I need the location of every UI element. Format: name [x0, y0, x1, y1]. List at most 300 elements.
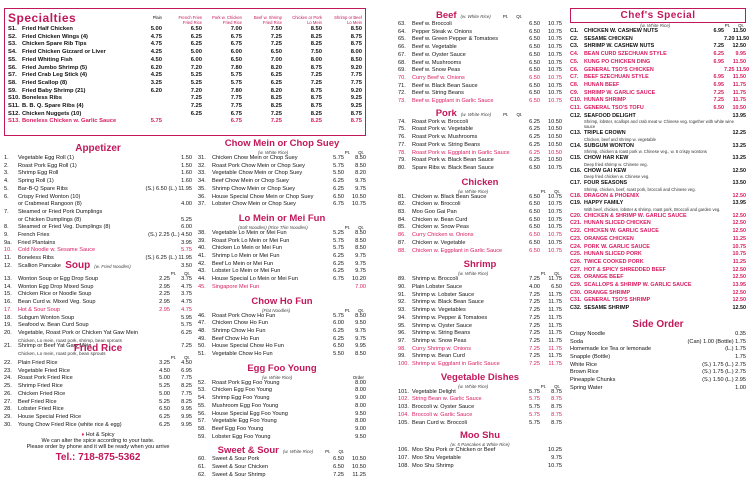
- item-price: 12.50: [732, 297, 746, 304]
- item-number: 28.: [4, 406, 12, 413]
- menu-item: [398, 217, 562, 225]
- item-number: C19.: [570, 200, 582, 207]
- item-price: 10.75: [548, 98, 562, 105]
- menu-item: [8, 111, 362, 119]
- item-name: Soda: [570, 338, 584, 345]
- menu-item: [198, 395, 366, 403]
- item-number: S9.: [8, 87, 17, 94]
- menu-item: [4, 315, 192, 323]
- item-price: 7.25: [181, 343, 192, 350]
- menu-item: [398, 134, 562, 142]
- item-number: 71.: [398, 82, 406, 89]
- item-price: 10.75: [548, 44, 562, 51]
- item-price: 11.75: [548, 299, 562, 306]
- beef-col-pt: Pt.: [502, 14, 509, 19]
- item-price: 4.50: [181, 360, 192, 366]
- item-name: ORANGE BEEF: [584, 274, 624, 281]
- item-name: Roast Pork Chow Ho Fun: [212, 312, 276, 319]
- item-number: 63.: [398, 21, 406, 27]
- menu-item: [398, 248, 562, 256]
- item-number: 5.: [4, 185, 9, 192]
- menu-item: [398, 420, 562, 428]
- item-number: C8.: [570, 81, 579, 88]
- item-number: 62.: [198, 471, 206, 478]
- item-number: S3.: [8, 41, 17, 48]
- item-number: S4.: [8, 49, 17, 56]
- item-price: 8.75: [551, 419, 562, 426]
- item-price: 10.75: [548, 51, 562, 58]
- item-number: C1.: [570, 28, 579, 34]
- item-name: Wonton Soup or Egg Drop Soup: [18, 276, 99, 282]
- order-note: Please order by phone and it will be ready when you arrive: [26, 444, 170, 451]
- item-price: 8.00: [310, 56, 322, 63]
- item-number: 42.: [198, 260, 206, 267]
- menu-item: [8, 88, 362, 96]
- soup-note-2: Chicken, Lo mein, roast pork, bean sprouts: [18, 350, 106, 356]
- beef-list: [398, 21, 562, 106]
- item-price: 6.50: [529, 21, 540, 27]
- item-price: 11.75: [732, 89, 746, 96]
- sweet-sour-list: [198, 456, 366, 479]
- item-number: C21.: [570, 220, 582, 227]
- menu-item: [198, 336, 366, 344]
- item-name: Steamed or Fried Pork Dumplings: [18, 208, 103, 215]
- menu-item: [4, 291, 192, 299]
- item-number: [4, 201, 18, 209]
- item-number: 7.: [4, 208, 9, 215]
- item-number: 70.: [398, 74, 406, 81]
- item-price: 9.50: [355, 433, 366, 440]
- menu-item: [398, 67, 562, 75]
- item-price: (S.) 1.50 (L.) 2.95: [702, 377, 746, 384]
- item-price: 6.00: [333, 320, 344, 327]
- item-price: 11.50: [732, 28, 746, 34]
- appetizer-list: [4, 155, 192, 271]
- specialties-column-header: Pork w. Chicken Fried Rice: [211, 15, 242, 25]
- item-number: 25.: [4, 383, 12, 390]
- item-name: String Bean w. Garlic Sauce: [412, 396, 482, 403]
- item-number: 83.: [398, 209, 406, 216]
- item-name: Lobster Lo Mein or Mei Fun: [212, 268, 281, 275]
- item-price: [122, 95, 162, 103]
- item-number: 34.: [198, 178, 206, 185]
- item-name: Roast Pork Egg Foo Young: [212, 379, 280, 386]
- menu-item: [198, 253, 366, 261]
- item-price: 13.25: [732, 155, 746, 162]
- fried-rice-col-qt: Qt.: [184, 355, 190, 360]
- menu-item: [398, 52, 562, 60]
- menu-item: [4, 322, 192, 330]
- item-price: [702, 259, 724, 267]
- hot-spicy-pepper-icon: ♦: [81, 432, 85, 439]
- soup-note-1: Chicken, Lo mein, roast pork, shrimp, bean sprouts: [18, 337, 122, 343]
- chow-mein-list: [198, 155, 366, 209]
- menu-item: [8, 72, 362, 80]
- item-price: 10.50: [548, 134, 562, 141]
- item-price: 4.75: [181, 306, 192, 313]
- item-price: 5.25: [159, 383, 170, 390]
- menu-item: [398, 150, 562, 158]
- item-price: 10.50: [352, 464, 366, 471]
- moo-shu-subtitle: (w. 5 Pancakes & White Rice): [450, 442, 510, 448]
- item-name: Chicken Egg Foo Young: [212, 387, 273, 394]
- item-price: 8.00: [355, 387, 366, 394]
- item-number: 33.: [198, 170, 206, 177]
- item-price: 13.95: [732, 112, 746, 119]
- item-price: 9.75: [355, 335, 366, 342]
- item-name: SESAME CHICKEN: [584, 35, 633, 42]
- menu-item: [398, 98, 562, 106]
- item-price: 8.75: [551, 411, 562, 418]
- item-price: 6.50: [529, 201, 540, 208]
- item-price: 11.25: [732, 258, 746, 265]
- item-name: Chicken w. Vegetable: [412, 239, 466, 246]
- item-number: C17.: [570, 180, 582, 187]
- menu-item: [570, 43, 746, 51]
- item-price: 6.00: [190, 56, 202, 63]
- item-name: Lobster Chow Mein or Chop Suey: [212, 201, 296, 208]
- item-name: Beef w. Mushrooms: [412, 59, 462, 66]
- item-price: 12.50: [732, 43, 746, 50]
- item-number: 15.: [4, 291, 12, 298]
- item-price: 5.75: [181, 322, 192, 329]
- item-name: Steamed or Fried Veg. Dumplings (8): [18, 224, 111, 231]
- item-price: 6.25: [529, 118, 540, 125]
- item-number: 48.: [198, 327, 206, 334]
- item-name: Chicken Lo Mein or Mei Fun: [212, 245, 282, 252]
- item-number: 104.: [398, 411, 409, 418]
- item-price: 8.25: [310, 33, 322, 40]
- item-number: C10.: [570, 97, 582, 104]
- item-price: 7.50: [310, 49, 322, 56]
- shrimp-subtitle: (w. White Rice): [458, 271, 489, 277]
- item-number: C20.: [570, 212, 582, 219]
- item-number: 72.: [398, 90, 406, 97]
- menu-item: [4, 170, 192, 178]
- item-number: C23.: [570, 235, 582, 242]
- item-number: 19.: [4, 322, 12, 329]
- item-price: 8.50: [355, 312, 366, 319]
- item-price: 10.75: [732, 243, 746, 250]
- menu-item: [398, 292, 562, 300]
- item-price: [148, 315, 170, 323]
- item-price: 10.50: [548, 141, 562, 148]
- phone-number[interactable]: Tel.: 718-875-5362: [55, 452, 141, 464]
- item-price: 8.00: [355, 379, 366, 386]
- menu-item: [198, 411, 366, 419]
- item-price: 9.95: [181, 413, 192, 420]
- item-price: 10.50: [352, 193, 366, 200]
- item-number: 86.: [398, 232, 406, 239]
- item-name: Plain Lobster Sauce: [412, 283, 463, 290]
- item-price: 2.25: [159, 276, 170, 282]
- pork-subtitle: (w. White Rice): [460, 111, 492, 117]
- item-price: 6.75: [333, 201, 344, 208]
- item-name: Broccoli w. Garlic Sauce: [412, 411, 473, 418]
- menu-item: [198, 387, 366, 395]
- item-price: 10.75: [548, 164, 562, 171]
- item-number: 93.: [398, 307, 406, 314]
- item-name: Crispy Noodle: [570, 330, 606, 337]
- item-price: 6.50: [529, 98, 540, 105]
- item-price: 3.95: [181, 239, 192, 246]
- menu-item: [398, 36, 562, 44]
- menu-item: [4, 399, 192, 407]
- menu-item: [198, 268, 366, 276]
- menu-item: [570, 35, 750, 44]
- item-price: 11.75: [548, 322, 562, 329]
- specialties-box: [4, 8, 366, 136]
- menu-item: [398, 412, 562, 420]
- item-price: 6.50: [529, 67, 540, 74]
- menu-item: [198, 261, 366, 269]
- item-number: C2.: [570, 35, 579, 42]
- item-price: 6.50: [529, 82, 540, 89]
- menu-item: [198, 403, 366, 411]
- menu-item: [198, 238, 366, 246]
- item-name: Beef w. Broccoli: [412, 21, 452, 27]
- menu-item: [398, 240, 562, 248]
- menu-item: [198, 186, 366, 194]
- menu-item: [398, 307, 562, 315]
- menu-item: [398, 455, 562, 463]
- item-price: 6.25: [270, 79, 282, 86]
- item-price: 7.25: [529, 307, 540, 314]
- side-order-item: [570, 369, 746, 377]
- item-price: 5.75: [333, 245, 344, 252]
- menu-item: [570, 251, 746, 259]
- item-name: BEEF SZECHUAN STYLE: [584, 74, 649, 81]
- item-price: 5.25: [190, 79, 202, 86]
- chow-mein-col-pt: Pt.: [344, 150, 351, 155]
- item-name: Fried Baby Shrimp (21): [22, 87, 86, 94]
- item-name: HUNAN SLICED PORK: [584, 251, 642, 258]
- menu-item: [4, 232, 192, 240]
- item-description: Shrimp, chicken, beef, roast pork, broccoli and Chinese veg.: [584, 186, 696, 192]
- item-price: 5.25: [159, 398, 170, 405]
- item-price: 5.50: [333, 351, 344, 358]
- item-price: 7.25: [270, 110, 282, 117]
- item-name: CHICKEN W. GARLIC SAUCE: [584, 228, 659, 235]
- item-price: 10.75: [548, 74, 562, 81]
- item-name: or Crabmeat Rangoon (8): [18, 201, 82, 208]
- item-price: 10.75: [548, 201, 562, 208]
- item-price: 6.50: [190, 26, 202, 32]
- item-name: Bean Curd w. Mixed Veg. Soup: [18, 299, 96, 306]
- menu-item: [4, 276, 192, 284]
- menu-item: [198, 434, 366, 442]
- menu-item: [4, 299, 192, 307]
- item-name: Beef Chow Mein or Chop Suey: [212, 178, 289, 185]
- item-name: Subgum Wonton Soup: [18, 314, 75, 321]
- item-price: 6.50: [333, 343, 344, 350]
- soup-col-pt: Pt.: [170, 271, 177, 276]
- menu-item: [8, 49, 362, 57]
- item-price: 6.50: [159, 406, 170, 413]
- menu-item: [398, 224, 562, 232]
- item-price: 6.25: [333, 185, 344, 192]
- item-price: [702, 251, 724, 259]
- item-name: Vegetable Lo Mein or Mei Fun: [212, 229, 287, 236]
- item-price: [189, 209, 192, 217]
- item-price: 7.00: [270, 56, 282, 63]
- item-price: 8.75: [310, 64, 322, 71]
- item-price: 13.50: [732, 180, 746, 187]
- item-number: 20.: [4, 329, 12, 336]
- item-price: 7.25: [529, 330, 540, 337]
- item-price: 3.25: [150, 79, 162, 86]
- specialties-column-header: French Fries Fried Rice: [178, 15, 202, 25]
- menu-item: [8, 34, 362, 42]
- soup-subtitle: (w. Fried Noodles): [94, 264, 131, 269]
- item-price: 6.25: [333, 253, 344, 260]
- item-price: 11.50: [732, 74, 746, 81]
- item-number: 4.: [4, 178, 9, 185]
- item-name: Fried Scallop (8): [22, 79, 68, 86]
- item-number: 73.: [398, 98, 406, 105]
- item-price: 6.50: [713, 105, 724, 112]
- item-name: Roast Pork w. Eggplant in Garlic Sauce: [412, 149, 510, 156]
- item-price: 4.75: [150, 41, 162, 48]
- item-price: 9.75: [355, 178, 366, 185]
- item-number: 92.: [398, 299, 406, 306]
- item-price: 10.75: [548, 209, 562, 216]
- item-price: 7.50: [270, 26, 282, 32]
- item-number: 9a.: [4, 239, 12, 246]
- item-name: Beef Lo Mein or Mei Fun: [212, 260, 274, 267]
- item-price: 1.00: [735, 384, 746, 391]
- item-price: 12.50: [732, 274, 746, 281]
- menu-item: [198, 320, 366, 328]
- item-price: 7.80: [230, 87, 242, 94]
- item-description: Deep fried shrimp w. Chinese veg.: [584, 161, 648, 167]
- item-price: 9.75: [355, 268, 366, 275]
- item-price: 8.75: [350, 41, 362, 48]
- item-name: Roast Pork Fried Rice: [18, 375, 73, 382]
- menu-item: [198, 472, 366, 480]
- item-price: 8.25: [181, 398, 192, 405]
- menu-item: [4, 422, 192, 430]
- menu-item: [8, 57, 362, 65]
- item-number: 26.: [4, 390, 12, 397]
- item-number: 82.: [398, 201, 406, 208]
- item-name: Spring Water: [570, 384, 603, 391]
- item-price: 9.75: [355, 185, 366, 192]
- menu-item: [398, 284, 562, 292]
- egg-foo-young-subtitle: (w. White Rice): [262, 374, 293, 380]
- item-name: Chicken Spare Rib Tips: [22, 41, 87, 48]
- item-price: 10.75: [548, 247, 562, 254]
- item-price: [702, 220, 724, 228]
- item-number: C25.: [570, 251, 582, 258]
- item-price: 5.00: [159, 390, 170, 397]
- item-price: (L.) 1.75: [725, 346, 746, 353]
- item-number: 77.: [398, 141, 406, 148]
- item-name: Moo Goo Gai Pan: [412, 209, 457, 216]
- item-number: 14.: [4, 283, 12, 290]
- item-price: 10.75: [548, 216, 562, 223]
- vegetable-title: Vegetable Dishes: [440, 371, 520, 383]
- item-price: 4.75: [181, 299, 192, 306]
- item-name: Roast Pork w. Broccoli: [412, 118, 468, 125]
- item-price: 11.75: [548, 330, 562, 337]
- item-name: Shrimp or Beef Yat Gaw Mein: [18, 343, 92, 350]
- item-name: Plain Fried Rice: [18, 360, 58, 366]
- item-name: FOUR SEASONS: [584, 180, 628, 187]
- item-price: 8.20: [270, 87, 282, 94]
- item-price: 7.25: [529, 299, 540, 306]
- item-price: 8.50: [355, 351, 366, 358]
- menu-item: [4, 163, 192, 171]
- item-number: S2.: [8, 33, 17, 40]
- item-number: 54.: [198, 395, 206, 402]
- item-price: 1.50: [181, 155, 192, 161]
- fried-rice-col-pt: Pt.: [170, 355, 177, 360]
- item-price: 9.20: [350, 64, 362, 71]
- menu-item: [570, 290, 746, 298]
- item-price: 6.25: [529, 126, 540, 133]
- specialties-list: [8, 26, 362, 126]
- menu-item: [570, 305, 746, 313]
- menu-item: [198, 351, 366, 359]
- item-price: 10.75: [548, 67, 562, 74]
- specialties-column-header: Chicken or Pork Lo Mein: [292, 15, 322, 25]
- menu-item: [8, 103, 362, 111]
- menu-item: [570, 213, 746, 221]
- chow-ho-fun-title: Chow Ho Fun: [251, 295, 313, 307]
- item-price: 11.75: [548, 345, 562, 352]
- menu-item: [570, 220, 746, 228]
- item-name: Spare Ribs w. Black Bean Sauce: [412, 164, 494, 171]
- item-number: S10.: [8, 95, 20, 102]
- item-price: 6.50: [529, 209, 540, 216]
- item-price: (S.) 6.50 (L.) 11.95: [145, 185, 192, 192]
- item-price: 12.50: [732, 266, 746, 273]
- item-price: 9.95: [181, 421, 192, 428]
- item-price: 6.00: [230, 49, 242, 56]
- item-price: 10.50: [548, 118, 562, 125]
- item-description: Chicken, beef and shrimp w. vegetable: [584, 136, 656, 142]
- item-price: [322, 284, 344, 292]
- menu-item: [198, 194, 366, 202]
- menu-item: [398, 396, 562, 404]
- menu-item: [398, 119, 562, 127]
- item-name: SHRIMP W. GARLIC SAUCE: [584, 89, 656, 96]
- item-name: Seafood w. Bean Curd Soup: [18, 322, 89, 329]
- item-number: 10.: [4, 247, 12, 254]
- item-number: 41.: [198, 253, 206, 260]
- item-price: 5.95: [181, 314, 192, 321]
- menu-item: [4, 307, 192, 315]
- menu-item: [570, 82, 746, 90]
- menu-item: [4, 240, 192, 248]
- item-number: 21.: [4, 343, 12, 350]
- item-name: Curry Beef w. Onions: [412, 74, 465, 81]
- item-price: 8.25: [310, 118, 322, 125]
- appetizer-section: [4, 140, 192, 271]
- item-number: 55.: [198, 402, 206, 409]
- menu-item: [198, 456, 366, 464]
- item-name: Chicken Rice or Noodle Soup: [18, 291, 92, 298]
- item-price: 8.75: [551, 404, 562, 411]
- menu-item: [398, 346, 562, 354]
- shrimp-col-qt: Qt.: [554, 271, 560, 277]
- item-name: Beef w. Black Bean Sauce: [412, 82, 478, 89]
- item-name: House Special Fried Rice: [18, 413, 82, 420]
- item-number: 9.: [4, 232, 9, 239]
- item-price: 4.00: [181, 201, 192, 208]
- menu-item: [398, 338, 562, 346]
